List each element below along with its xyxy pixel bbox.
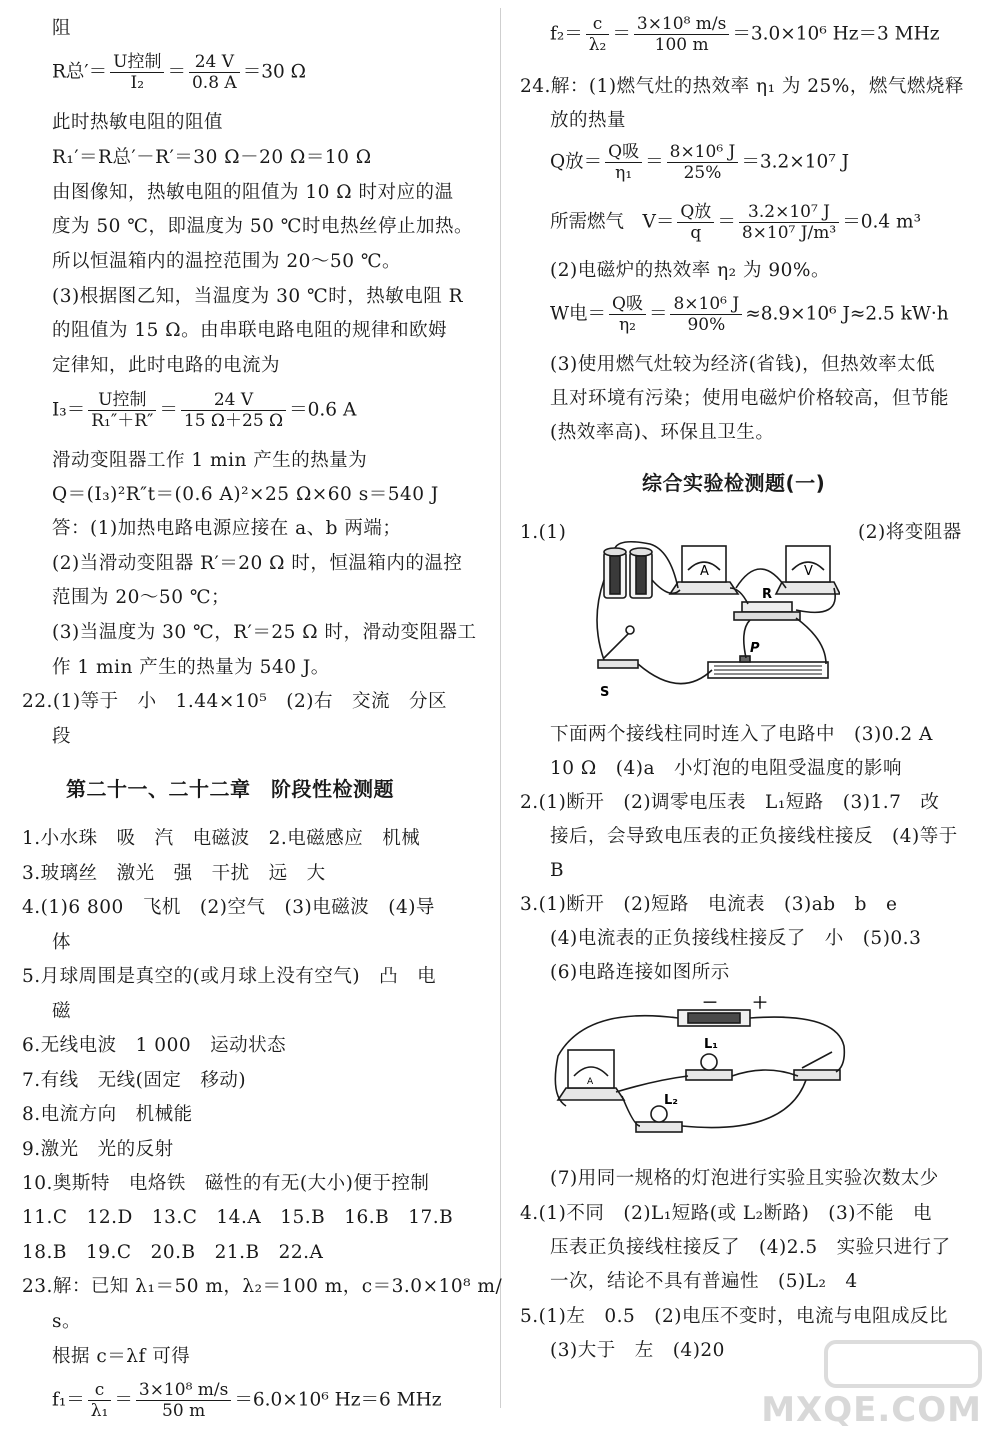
text-line: (4)电流表的正负接线柱接反了 小 (5)0.3 [550, 928, 922, 949]
plus-sign: ＋ [752, 996, 769, 1012]
answer-item: 4.(1)6 800 飞机 (2)空气 (3)电磁波 (4)导 [22, 897, 435, 918]
lamp2-label: L₂ [664, 1093, 678, 1108]
text-line: 一次，结论不具有普遍性 (5)L₂ 4 [550, 1271, 858, 1292]
answer-item: 3.(1)断开 (2)短路 电流表 (3)ab b e [520, 894, 898, 915]
meter-label: A [587, 1077, 594, 1087]
text-line: 范围为 20～50 ℃； [52, 587, 231, 608]
text-line: 答：(1)加热电路电源应接在 a、b 两端； [52, 518, 402, 539]
equation-f1: f₁＝ $\frac{c}{\text{λ₁}}$ ＝ $\frac{\text{3×10⁸ m/s}}{50 m}$ ＝6.0×10⁶ Hz＝6 MHz [52, 1380, 442, 1421]
text-line: 压表正负接线柱接反了 (4)2.5 实验只进行了 [550, 1237, 951, 1258]
equation-current: I₃＝ $\frac{\text{U控制}}{\text{R₁″＋R″}}$ ＝ $\frac{24 V}{15 \Omega+25 \Omega}$ ＝0.6 A [52, 390, 357, 431]
text-line: 由图像知，热敏电阻的阻值为 10 Ω 时对应的温 [52, 182, 454, 203]
watermark: MXQE.COM [761, 1390, 982, 1430]
equation-q-release: Q放＝ $\frac{\text{Q吸}}{\text{η₁}}$ ＝ $\frac{\text{8×10⁶ J}}{25\%}$ ＝3.2×10⁷ J [550, 142, 850, 183]
text-line: (热效率高)、环保且卫生。 [550, 422, 775, 443]
equation-gas-volume: 所需燃气 V＝ $\frac{\text{Q放}}{q}$ ＝ $\frac{\text{3.2×10⁷ J}}{\text{8×10⁷ J/m³}}$ ＝0.4 m³ [550, 202, 921, 243]
text-line: 10 Ω (4)a 小灯泡的电阻受温度的影响 [550, 758, 902, 779]
text-line: (7)用同一规格的灯泡进行实验且实验次数太少 [550, 1168, 939, 1189]
text-line: 的阻值为 15 Ω。由串联电路电阻的规律和欧姆 [52, 320, 448, 341]
text-line: s。 [52, 1311, 81, 1332]
answer-item: 1.(1) [520, 522, 567, 543]
equation-r-total: R总′＝ $\frac{\text{U控制}}{\text{I₂}}$ ＝ $\frac{24 V}{0.8 A}$ ＝30 Ω [52, 52, 306, 93]
slider-label: P [750, 641, 760, 656]
minus-sign: － [702, 996, 719, 1012]
answer-item: 8.电流方向 机械能 [22, 1104, 193, 1125]
circuit-diagram-1 [590, 540, 840, 705]
column-divider [500, 8, 501, 1408]
section-heading: 第二十一、二十二章 阶段性检测题 [66, 777, 394, 801]
text-line: (2)电磁炉的热效率 η₂ 为 90%。 [550, 260, 830, 281]
text-line: 接后，会导致电压表的正负接线柱接反 (4)等于 [550, 826, 958, 847]
text-line: 根据 c＝λf 可得 [52, 1346, 191, 1367]
answer-item: 1.小水珠 吸 汽 电磁波 2.电磁感应 机械 [22, 828, 421, 849]
answer-item: 5.(1)左 0.5 (2)电压不变时，电流与电阻成反比 [520, 1306, 948, 1327]
text-line: 段 [52, 726, 72, 747]
switch-label: S [600, 685, 610, 700]
answer-item: 9.激光 光的反射 [22, 1139, 174, 1160]
text-line: 下面两个接线柱同时连入了电路中 (3)0.2 A [550, 724, 933, 745]
answer-item: 3.玻璃丝 激光 强 干扰 远 大 [22, 863, 326, 884]
text-line: (3)当温度为 30 ℃，R′＝25 Ω 时，滑动变阻器工 [52, 622, 477, 643]
answer-item: 5.月球周围是真空的(或月球上没有空气) 凸 电 [22, 966, 437, 987]
answer-item: 18.B 19.C 20.B 21.B 22.A [22, 1242, 324, 1263]
text-line: 滑动变阻器工作 1 min 产生的热量为 [52, 450, 368, 471]
text-line: 作 1 min 产生的热量为 540 J。 [52, 657, 330, 678]
text-line: (3)大于 左 (4)20 [550, 1340, 725, 1361]
circuit-diagram-2 [546, 996, 856, 1146]
answer-item: 22.(1)等于 小 1.44×10⁵ (2)右 交流 分区 [22, 691, 447, 712]
text-line: B [550, 860, 565, 881]
resistor-label: R [762, 587, 773, 602]
text-line: (6)电路连接如图所示 [550, 962, 730, 983]
answer-item: 6.无线电波 1 000 运动状态 [22, 1035, 287, 1056]
answer-item: 11.C 12.D 13.C 14.A 15.B 16.B 17.B [22, 1207, 454, 1228]
ammeter-label: A [700, 564, 709, 579]
text-line: 且对环境有污染；使用电磁炉价格较高，但节能 [550, 388, 950, 409]
answer-item: 24.解：(1)燃气灶的热效率 η₁ 为 25%，燃气燃烧释 [520, 76, 964, 97]
text-line: 此时热敏电阻的阻值 [52, 112, 224, 133]
answer-item: 2.(1)断开 (2)调零电压表 L₁短路 (3)1.7 改 [520, 792, 940, 813]
text-line: 磁 [52, 1001, 72, 1022]
text-line: 定律知，此时电路的电流为 [52, 355, 281, 376]
text-line: (3)使用燃气灶较为经济(省钱)，但热效率太低 [550, 354, 936, 375]
text-line: (2)将变阻器 [858, 522, 962, 543]
text-line: (2)当滑动变阻器 R′＝20 Ω 时，恒温箱内的温控 [52, 553, 463, 574]
text-line: 阻 [52, 18, 72, 39]
text-line: 所以恒温箱内的温控范围为 20～50 ℃。 [52, 251, 402, 272]
answer-item: 10.奥斯特 电烙铁 磁性的有无(大小)便于控制 [22, 1173, 430, 1194]
answer-item: 7.有线 无线(固定 移动) [22, 1070, 247, 1091]
equation-f2: f₂＝ $\frac{c}{\text{λ₂}}$ ＝ $\frac{\text{3×10⁸ m/s}}{100 m}$ ＝3.0×10⁶ Hz＝3 MHz [550, 14, 940, 55]
text-line: 放的热量 [550, 110, 627, 131]
equation-w-electric: W电＝ $\frac{\text{Q吸}}{\text{η₂}}$ ＝ $\frac{\text{8×10⁶ J}}{90\%}$ ≈8.9×10⁶ J≈2.5 kW·h [550, 294, 949, 335]
text-line: (3)根据图乙知，当温度为 30 ℃时，热敏电阻 R [52, 286, 464, 307]
text-line: Q＝(I₃)²R″t＝(0.6 A)²×25 Ω×60 s＝540 J [52, 484, 439, 505]
text-line: 度为 50 ℃，即温度为 50 ℃时电热丝停止加热。 [52, 216, 473, 237]
voltmeter-label: V [804, 564, 813, 579]
lamp1-label: L₁ [704, 1037, 718, 1052]
answer-item: 23.解：已知 λ₁＝50 m，λ₂＝100 m，c＝3.0×10⁸ m/ [22, 1276, 503, 1297]
answer-item: 4.(1)不同 (2)L₁短路(或 L₂断路) (3)不能 电 [520, 1203, 932, 1224]
section-heading: 综合实验检测题(一) [642, 471, 826, 495]
watermark-logo [824, 1340, 982, 1388]
text-line: 体 [52, 932, 72, 953]
text-line: R₁′＝R总′－R′＝30 Ω－20 Ω＝10 Ω [52, 147, 372, 168]
